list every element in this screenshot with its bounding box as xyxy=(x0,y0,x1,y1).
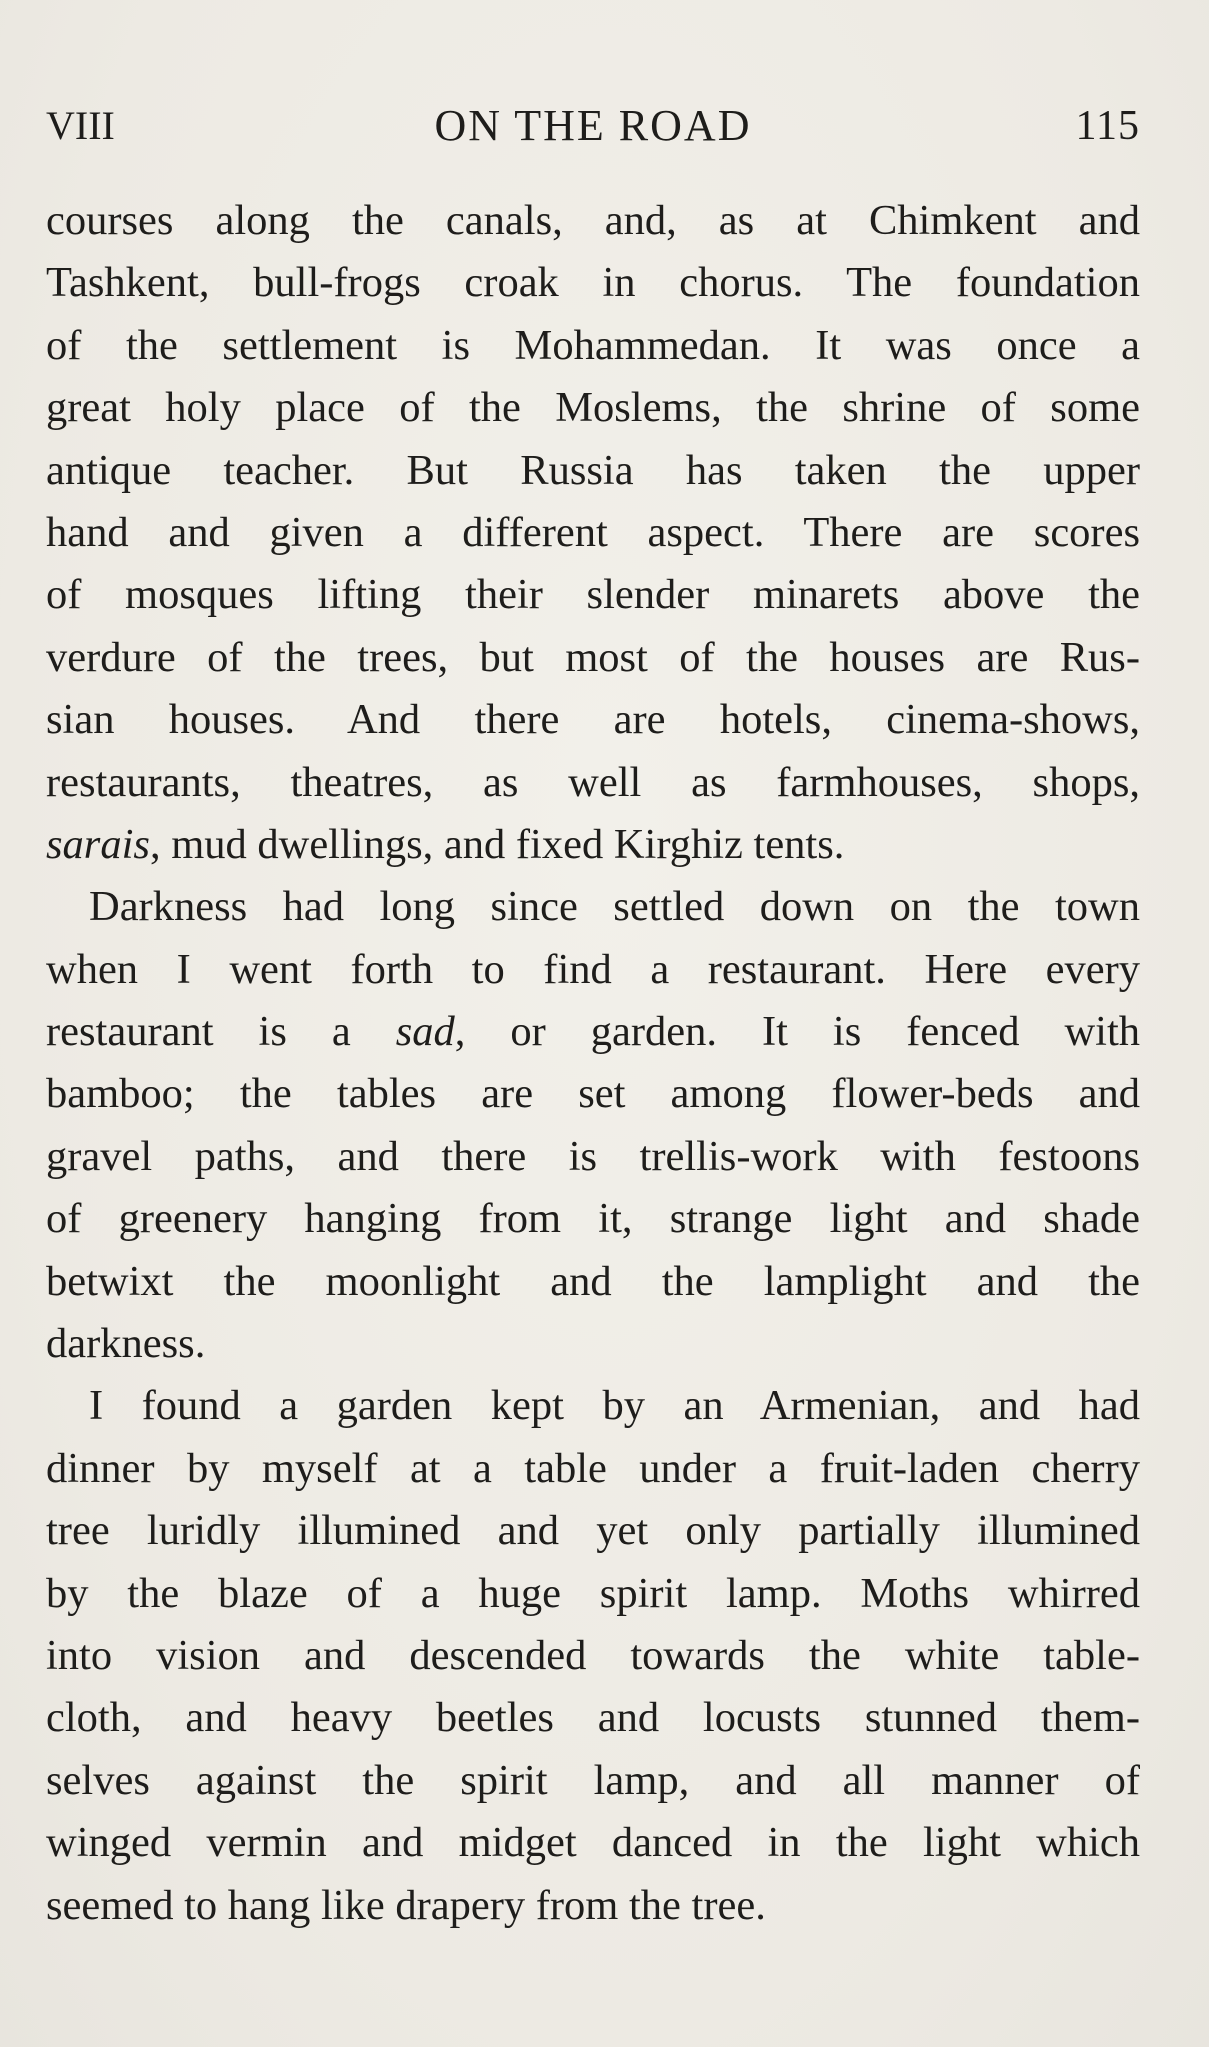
text-line: cloth, and heavy beetles and locusts stunned them- xyxy=(46,1694,1140,1742)
text-line: dinner by myself at a table under a fruit-laden cherry xyxy=(46,1444,1140,1492)
paragraph xyxy=(46,190,1140,876)
text-line: verdure of the trees, but most of the houses are Rus- xyxy=(46,633,1140,681)
italic-term: sarais xyxy=(46,820,150,868)
text-line: into vision and descended towards the white table- xyxy=(46,1631,1140,1679)
text-run: , or garden. It is fenced with xyxy=(454,1008,1140,1056)
paragraph xyxy=(46,876,1140,1375)
text-line: of greenery hanging from it, strange light and shade xyxy=(46,1195,1140,1243)
page-number: 115 xyxy=(1075,103,1140,149)
body-text xyxy=(46,190,1140,1937)
text-line: when I went forth to find a restaurant. Here every xyxy=(46,945,1140,993)
text-run: restaurant is a xyxy=(46,1008,396,1056)
text-line: of mosques lifting their slender minarets above the xyxy=(46,571,1140,619)
text-line: courses along the canals, and, as at Chimkent and xyxy=(46,197,1140,244)
text-line: of the settlement is Mohammedan. It was once a xyxy=(46,321,1140,369)
running-title: ON THE ROAD xyxy=(434,101,752,150)
text-line: tree luridly illumined and yet only partially illumined xyxy=(46,1507,1140,1555)
text-line: betwixt the moonlight and the lamplight and the xyxy=(46,1257,1140,1305)
text-line: antique teacher. But Russia has taken the upper xyxy=(46,446,1140,494)
text-line: winged vermin and midget danced in the light which xyxy=(46,1819,1140,1867)
text-line: selves against the spirit lamp, and all manner of xyxy=(46,1756,1140,1804)
text-line: hand and given a different aspect. There are scores xyxy=(46,508,1140,556)
text-line: gravel paths, and there is trellis-work with festoons xyxy=(46,1132,1140,1180)
text-line: Darkness had long since settled down on the town xyxy=(89,883,1140,931)
text-line: sian houses. And there are hotels, cinema-shows, xyxy=(46,696,1140,744)
text-line: bamboo; the tables are set among flower-beds and xyxy=(46,1070,1140,1118)
text-line xyxy=(46,1001,1140,1063)
text-line xyxy=(46,814,1140,876)
text-line: by the blaze of a huge spirit lamp. Moths whirred xyxy=(46,1569,1140,1617)
text-line: seemed to hang like drapery from the tree. xyxy=(46,1881,766,1929)
running-header xyxy=(46,96,1140,156)
text-line: great holy place of the Moslems, the shrine of some xyxy=(46,384,1140,432)
chapter-number: VIII xyxy=(46,103,115,148)
italic-term: sad xyxy=(395,1008,455,1056)
paragraph xyxy=(46,1375,1140,1937)
text-line: I found a garden kept by an Armenian, and had xyxy=(89,1382,1140,1430)
text-run: , mud dwellings, and fixed Kirghiz tents. xyxy=(149,820,845,868)
text-line: Tashkent, bull-frogs croak in chorus. The foundation xyxy=(46,259,1140,307)
text-line: darkness. xyxy=(46,1320,206,1368)
text-line: restaurants, theatres, as well as farmhouses, shops, xyxy=(46,758,1140,806)
